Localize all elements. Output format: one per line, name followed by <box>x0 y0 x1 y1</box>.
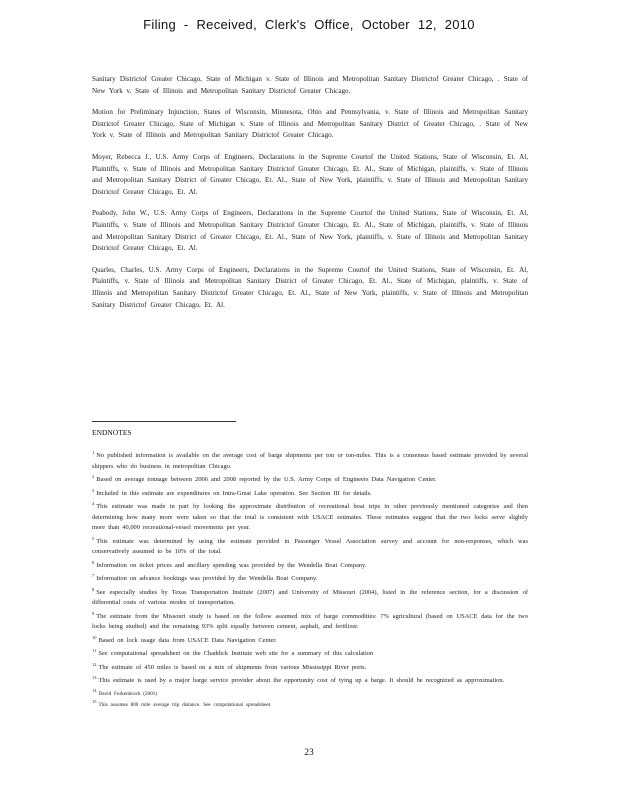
endnote-number: 4 <box>92 501 95 506</box>
endnote-text: Included in this estimate are expenditures on Intra-Great Lake operation. See Section III for details. <box>96 489 372 497</box>
endnote-number: 1 <box>92 450 95 455</box>
endnote-text: No published information is available on the average cost of barge shipments per ton or ton-miles. This is a consensus based estimate provided by several shippers who do business in metropolitan Chicago. <box>92 452 528 470</box>
endnote-number: 13 <box>92 675 97 680</box>
endnote-text: See computational spreadsheet on the Chaddick Institute web site for a summary of this calculation <box>98 650 374 657</box>
reference-paragraph: Peabody, John W., U.S. Army Corps of Engineers, Declarations in the Supreme Courtof the United Stations, State of Wisconsin, Et. Al, Plaintiffs, v. State of Illinois and Metropolitan Sanitary Districtof Greater Chicago, Et. Al., State of Michigan, plaintiffs, v. State of Illinois and Metropolitan Sanitary District of Greater Chicago, Et. Al., State of New York, plaintiffs, v. State of Illinois and Metropolitan Sanitary Districtof Greater Chicago, Et. Al. <box>92 209 528 253</box>
endnote <box>92 673 528 687</box>
page-number: 23 <box>304 748 314 758</box>
endnote-text: Based on average tonnage between 2006 and 2008 reported by the U.S. Army Corps of Engineers Data Navigation Center. <box>96 476 437 483</box>
endnote-text: This estimate was made in part by looking the approximate distribution of recreational boat trips in other previously mentioned categories and then determining how many more were taken so that the total is consistent with USACE estimates. These estimates suggest that the two locks serve slightly more than 40,000 recreational-vessel movements per year. <box>92 503 528 531</box>
endnote <box>92 534 528 558</box>
endnote-text: This assumes 800 mile average trip distance. See computational spreadsheet. <box>98 702 272 709</box>
endnote-number: 10 <box>92 634 97 640</box>
endnote <box>92 486 528 500</box>
reference-paragraph: Motion for Preliminary Injunction, States of Wisconsin, Minnesota, Ohio and Pennsylvania, v. State of Illinois and Metropolitan Sanitary Districtof Greater Chicago, State of Michigan v. State of Illinois and Metropolitan Sanitary District of Greater Chicago, . State of New York v. State of Illinois and Metropolitan Sanitary Districtof Greater Chicago. <box>92 108 528 140</box>
endnotes-title: ENDNOTES <box>92 428 132 437</box>
endnote <box>92 585 528 609</box>
endnote-number: 6 <box>92 559 95 565</box>
endnote-number: 11 <box>92 648 97 653</box>
reference-paragraph: Quarles, Charles, U.S. Army Corps of Engineers, Declarations in the Supreme Courtof the United Stations, State of Wisconsin, Et. Al, Plaintiffs, v. State of Illinois and Metropolitan Sanitary District of Greater Chicago, Et. Al., State of Michigan, plaintiffs, v. State of Illinois and Metropolitan Sanitary Districtof Greater Chicago, Et. Al., State of New York, plaintiffs, v. State of Illinois and Metropolitan Sanitary Districtof Greater Chicago, Et. Al. <box>92 265 528 309</box>
endnote <box>92 609 528 633</box>
endnote-number: 8 <box>92 586 95 592</box>
endnote-number: 2 <box>92 474 95 479</box>
reference-body <box>92 74 528 321</box>
endnote <box>92 448 528 472</box>
endnote-number: 9 <box>92 610 95 616</box>
endnote-text: The estimate from the Missouri study is based on the follow assumed mix of barge commodities: 7% agricultural (based on USACE data for the two locks being studied) and the remaining 93% split equally between cement, asphalt, and fertilizer. <box>92 612 528 630</box>
endnote <box>92 472 528 486</box>
endnote-text: Information on advance bookings was provided by the Wendella Boat Company. <box>96 575 318 582</box>
endnote <box>92 698 528 710</box>
endnote-number: 15 <box>92 699 97 705</box>
endnote-number: 12 <box>92 661 97 667</box>
endnote-number: 5 <box>92 535 95 541</box>
endnote-text: This estimate was determined by using the estimate provided in Passenger Vessel Association survey and account for non-responses, which was conservatively assumed to be 10% of the total. <box>92 537 528 555</box>
endnote-text: David Forkenbrock (2001) <box>98 690 158 697</box>
endnote-number: 7 <box>92 573 95 578</box>
endnotes-list <box>92 448 528 710</box>
endnote-text: Based on lock usage data from USACE Data Navigation Center. <box>98 636 277 644</box>
endnote <box>92 646 528 660</box>
endnote-number: 14 <box>92 687 97 693</box>
endnote <box>92 633 528 647</box>
page-header: Filing - Received, Clerk's Office, October 12, 2010 <box>143 17 475 32</box>
endnote <box>92 660 528 674</box>
endnotes-divider <box>92 421 236 422</box>
endnote-text: The estimate of 450 miles is based on a mix of shipments from various Mississippi River ports. <box>98 663 367 671</box>
reference-paragraph: Moyer, Rebecca J., U.S. Army Corps of Engineers, Declarations in the Supreme Courtof the United Stations, State of Wisconsin, Et. Al, Plaintiffs, v. State of Illinois and Metropolitan Sanitary Districtof Greater Chicago, Et. Al., State of Michigan, plaintiffs, v. State of Illinois and Metropolitan Sanitary District of Greater Chicago, Et. Al., State of New York, plaintiffs, v. State of Illinois and Metropolitan Sanitary Districtof Greater Chicago, Et. Al. <box>92 152 528 196</box>
endnote <box>92 558 528 572</box>
endnote-number: 3 <box>92 487 95 493</box>
reference-paragraph: Sanitary Districtof Greater Chicago, State of Michigan v. State of Illinois and Metropolitan Sanitary Districtof Greater Chicago, . State of New York v. State of Illinois and Metropolitan Sanitary Districtof Greater Chicago. <box>92 75 528 95</box>
endnote <box>92 687 528 699</box>
endnote-text: This estimate is used by a major barge service provider about the opportunity cost of tying up a barge. It should be recognized as approximation. <box>98 677 505 684</box>
endnote-text: See especially studies by Texas Transportation Institute (2007) and University of Missouri (2004), listed in the reference section, for a discussion of differential costs of various modes of transportation. <box>92 588 528 606</box>
endnote-text: Information on ticket prices and ancillary spending was provided by the Wendella Boat Company. <box>96 561 367 569</box>
endnote <box>92 571 528 585</box>
endnote <box>92 499 528 534</box>
